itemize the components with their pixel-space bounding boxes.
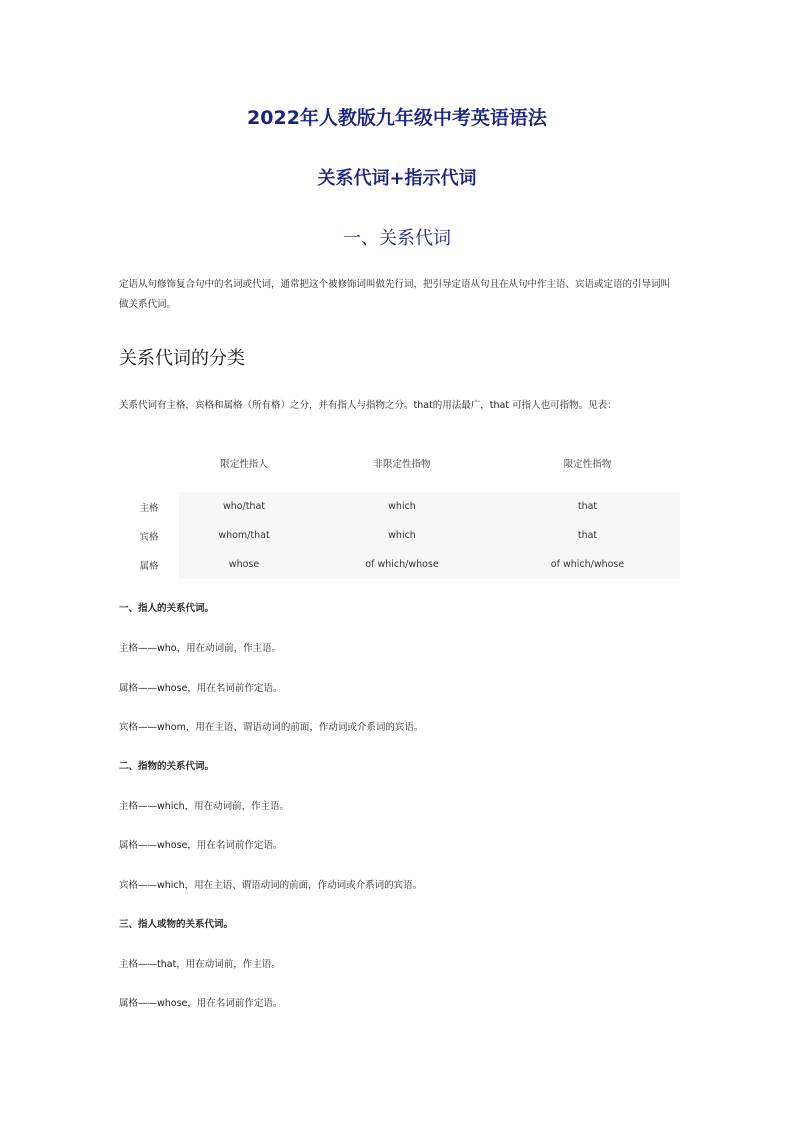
table-cell: whose <box>179 550 309 579</box>
note-line: 宾格——whom，用在主语、谓语动词的前面，作动词或介系词的宾语。 <box>119 722 424 733</box>
note-line: 主格——who，用在动词前，作主语。 <box>119 643 282 654</box>
table-header-cell: 非限定性指物 <box>373 459 431 470</box>
table-header-cell: 限定性指人 <box>220 459 268 470</box>
table-cell: of which/whose <box>309 550 495 579</box>
table-header-row <box>119 448 680 478</box>
table-cell: which <box>309 521 495 550</box>
intro-paragraph: 定语从句修饰复合句中的名词或代词，通常把这个被修饰词叫做先行词，把引导定语从句且在从句中作主语、宾语或定语的引导词叫做关系代词。 <box>119 279 671 310</box>
table-header-cell <box>119 448 179 478</box>
note-line: 宾格——which，用在主语、谓语动词的前面，作动词或介系词的宾语。 <box>119 880 423 891</box>
row-label: 属格 <box>139 560 159 572</box>
note-line: 主格——which，用在动词前，作主语。 <box>119 801 290 812</box>
table-row <box>119 550 680 579</box>
table-row <box>119 492 680 521</box>
pronoun-table <box>119 448 680 579</box>
note-heading-person-or-thing: 三、指人或物的关系代词。 <box>119 919 234 930</box>
table-cell: that <box>495 521 680 550</box>
table-cell: whom/that <box>179 521 309 550</box>
document-subtitle: 关系代词+指示代词 <box>317 168 477 189</box>
note-line: 属格——whose，用在名词前作定语。 <box>119 998 283 1009</box>
note-heading-thing: 二、指物的关系代词。 <box>119 761 215 772</box>
table-cell: who/that <box>179 492 309 521</box>
note-heading-person: 一、指人的关系代词。 <box>119 603 215 614</box>
table-cell: that <box>495 492 680 521</box>
note-line: 属格——whose，用在名词前作定语。 <box>119 683 283 694</box>
row-label: 主格 <box>139 502 159 514</box>
summary-paragraph: 关系代词有主格，宾格和属格（所有格）之分，并有指人与指物之分。that的用法最广，that 可指人也可指物。见表： <box>119 400 617 411</box>
row-label: 宾格 <box>139 531 159 543</box>
table-cell: of which/whose <box>495 550 680 579</box>
table-header-cell: 限定性指物 <box>563 459 612 470</box>
table-cell: which <box>309 492 495 521</box>
classification-heading: 关系代词的分类 <box>119 348 245 369</box>
section-title: 一、关系代词 <box>343 228 451 249</box>
note-line: 主格——that，用在动词前，作主语。 <box>119 959 281 970</box>
table-row <box>119 521 680 550</box>
note-line: 属格——whose，用在名词前作定语。 <box>119 840 283 851</box>
document-title: 2022年人教版九年级中考英语语法 <box>247 107 547 129</box>
